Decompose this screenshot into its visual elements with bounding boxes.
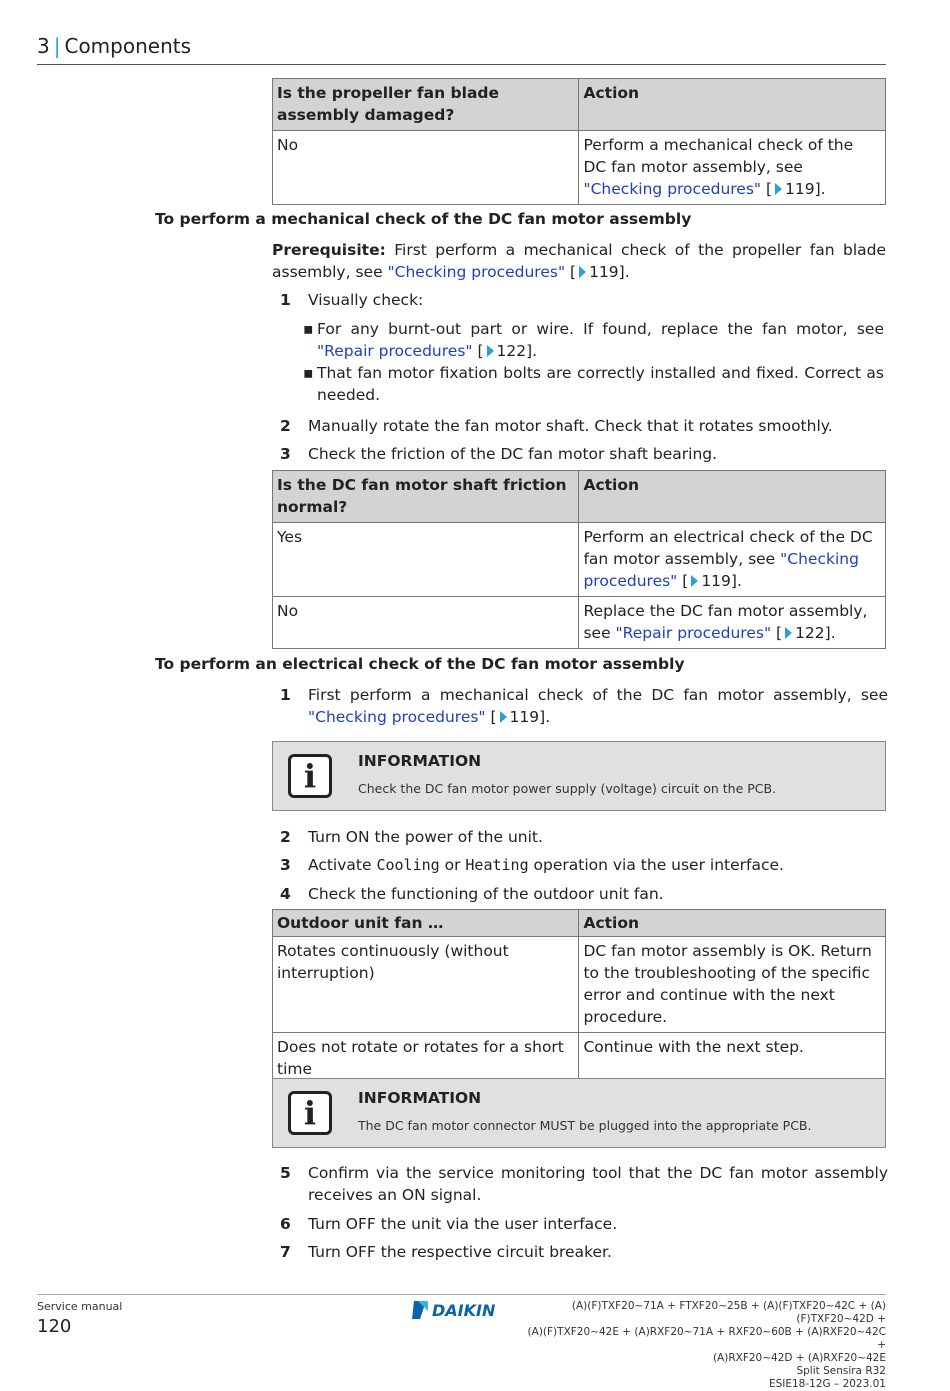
- header-separator: |: [53, 34, 61, 58]
- table-cell-action: Replace the DC fan motor assembly, see "Repair procedures" [ 122].: [579, 597, 886, 649]
- checking-procedures-link[interactable]: "Checking procedures": [583, 180, 762, 198]
- outdoor-fan-table: [272, 909, 886, 1085]
- information-icon: i: [288, 1091, 332, 1135]
- page-header: [37, 34, 886, 65]
- table-header-row: [273, 471, 886, 523]
- table-row: [273, 523, 886, 597]
- information-box: [272, 1078, 886, 1148]
- table-cell-answer: Yes: [273, 523, 579, 597]
- table-cell-answer: No: [273, 131, 579, 205]
- prerequisite-label: Prerequisite:: [272, 241, 386, 259]
- table-row: [273, 131, 886, 205]
- information-text: The DC fan motor connector MUST be plugged into the appropriate PCB.: [358, 1118, 812, 1133]
- table-cell-action: Perform an electrical check of the DC fan motor assembly, see "Checking procedures" [ 119].: [579, 523, 886, 597]
- model-line: (A)(F)TXF20~42E + (A)RXF20~71A + RXF20~60B + (A)RXF20~42C +: [527, 1326, 886, 1351]
- page-number: 120: [37, 1316, 72, 1337]
- code-cooling: Cooling: [376, 856, 440, 874]
- chapter-number: 3: [37, 34, 50, 58]
- checking-procedures-link[interactable]: "Checking procedures": [583, 550, 859, 590]
- table-cell-answer: Does not rotate or rotates for a short time: [273, 1033, 579, 1085]
- table-row: [273, 1033, 886, 1085]
- checking-procedures-link[interactable]: "Checking procedures": [387, 263, 566, 281]
- table-header-action: Action: [579, 79, 886, 131]
- propeller-fan-table-container: [272, 78, 886, 205]
- propeller-fan-table: [272, 78, 886, 205]
- model-line: (A)(F)TXF20~71A + FTXF20~25B + (A)(F)TXF20~42C + (A)(F)TXF20~42D +: [571, 1300, 886, 1325]
- daikin-logo-icon: [412, 1301, 428, 1319]
- section-heading-electrical: To perform an electrical check of the DC fan motor assembly: [155, 655, 685, 673]
- information-box: [272, 741, 886, 811]
- page-ref-arrow-icon: [775, 183, 782, 195]
- daikin-logo: [412, 1299, 512, 1323]
- footer-model-info: [526, 1300, 886, 1391]
- table-header-action: Action: [579, 471, 886, 523]
- model-line: (A)RXF20~42D + (A)RXF20~42E: [712, 1352, 886, 1364]
- page-ref-arrow-icon: [785, 627, 792, 639]
- table-header-row: [273, 79, 886, 131]
- logo-text: DAIKIN: [432, 1301, 496, 1320]
- table-cell-answer: Rotates continuously (without interruption): [273, 937, 579, 1033]
- table-header-action: Action: [579, 910, 886, 937]
- checking-procedures-link[interactable]: "Checking procedures": [308, 708, 486, 726]
- page-ref-arrow-icon: [500, 711, 507, 723]
- footer-doc-type: Service manual: [37, 1300, 123, 1313]
- table-row: [273, 597, 886, 649]
- repair-procedures-link[interactable]: "Repair procedures": [615, 624, 772, 642]
- prerequisite-paragraph: Prerequisite: First perform a mechanical check of the propeller fan blade assembly, see "Checking procedures" [ 119].: [272, 241, 886, 281]
- footer-divider: [37, 1294, 886, 1295]
- model-line: ESIE18-12G – 2023.01: [768, 1378, 886, 1390]
- shaft-friction-table: [272, 470, 886, 649]
- table-cell-answer: No: [273, 597, 579, 649]
- page-ref-arrow-icon: [487, 345, 494, 357]
- table-cell-action: DC fan motor assembly is OK. Return to the troubleshooting of the specific error and continue with the next procedure.: [579, 937, 886, 1033]
- information-icon: i: [288, 754, 332, 798]
- repair-procedures-link[interactable]: "Repair procedures": [317, 342, 473, 360]
- code-heating: Heating: [465, 856, 529, 874]
- table-header-question: Is the DC fan motor shaft friction normal?: [273, 471, 579, 523]
- section-heading-mechanical: To perform a mechanical check of the DC fan motor assembly: [155, 210, 692, 228]
- information-title: INFORMATION: [358, 752, 482, 770]
- table-header-row: [273, 910, 886, 937]
- shaft-friction-table-container: [272, 470, 886, 649]
- table-cell-action: Continue with the next step.: [579, 1033, 886, 1085]
- page-ref-arrow-icon: [579, 266, 586, 278]
- page-ref-arrow-icon: [691, 575, 698, 587]
- table-header-question: Outdoor unit fan …: [273, 910, 579, 937]
- model-line: Split Sensira R32: [796, 1365, 886, 1377]
- outdoor-fan-table-container: [272, 909, 886, 1085]
- information-text: Check the DC fan motor power supply (voltage) circuit on the PCB.: [358, 781, 777, 796]
- information-title: INFORMATION: [358, 1089, 482, 1107]
- table-header-question: Is the propeller fan blade assembly damaged?: [273, 79, 579, 131]
- table-cell-action: Perform a mechanical check of the DC fan motor assembly, see "Checking procedures" [ 119].: [579, 131, 886, 205]
- table-row: [273, 937, 886, 1033]
- chapter-title: Components: [64, 34, 192, 58]
